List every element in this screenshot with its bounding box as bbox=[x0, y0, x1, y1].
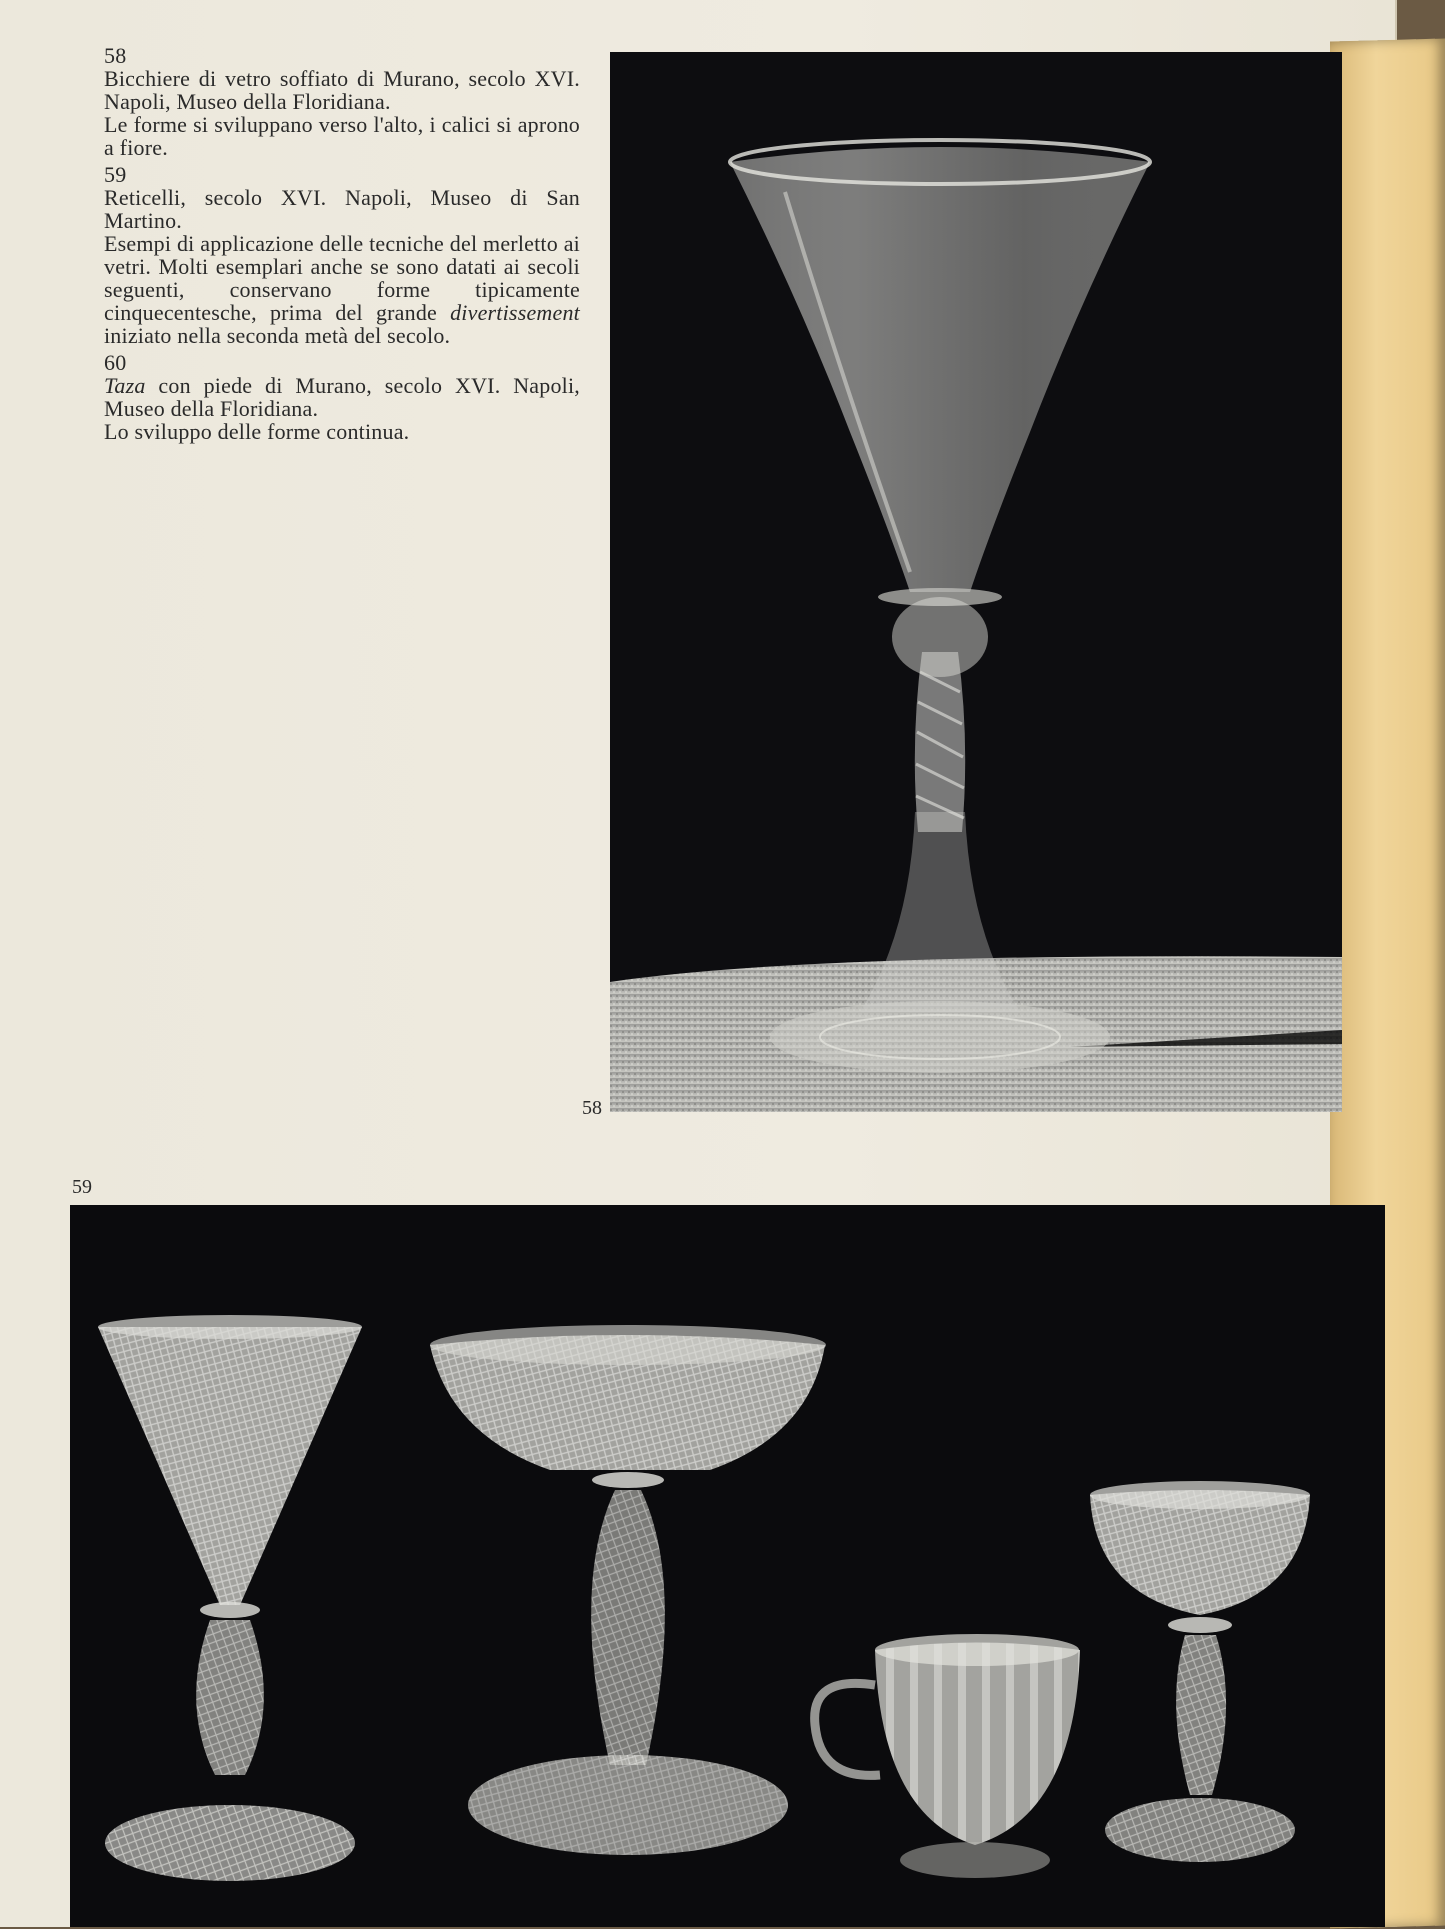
caption-59-description-block bbox=[104, 232, 580, 347]
caption-60-italic-term: Taza bbox=[104, 373, 146, 398]
caption-59-number: 59 bbox=[104, 162, 127, 187]
caption-58-number: 58 bbox=[104, 43, 127, 68]
goblet-twisted-stem bbox=[915, 652, 965, 832]
figure-59-label: 59 bbox=[72, 1176, 92, 1198]
caption-60-description: Lo sviluppo delle forme continua. bbox=[104, 419, 410, 444]
caption-60-title: con piede di Murano, secolo XVI. Napoli, Museo della Floridiana. bbox=[104, 373, 580, 421]
reticello-glasses-illustration bbox=[70, 1205, 1385, 1927]
caption-58-description: Le forme si sviluppano verso l'alto, i calici si aprono a fiore. bbox=[104, 112, 580, 160]
caption-59-description-end: iniziato nella seconda metà del secolo. bbox=[104, 323, 451, 348]
figure-58-photo bbox=[610, 52, 1342, 1112]
figure-59-photo bbox=[70, 1205, 1385, 1927]
caption-60-number: 60 bbox=[104, 350, 127, 375]
caption-59-description: Esempi di applicazione delle tecniche del merletto ai vetri. Molti esemplari anche se sono datati ai secoli seguenti, conservano forme tipicamente cinquecentesche, prima del grande bbox=[104, 231, 580, 325]
caption-60-title-block bbox=[104, 374, 580, 420]
goblet-illustration bbox=[610, 52, 1342, 1112]
figure-58-label: 58 bbox=[582, 1097, 602, 1119]
goblet-knop bbox=[892, 597, 988, 677]
caption-58-title: Bicchiere di vetro soffiato di Murano, secolo XVI. Napoli, Museo della Floridiana. bbox=[104, 66, 580, 114]
caption-59-italic-term: divertissement bbox=[450, 300, 580, 325]
caption-column bbox=[104, 40, 580, 443]
caption-59-title: Reticelli, secolo XVI. Napoli, Museo di San Martino. bbox=[104, 185, 580, 233]
